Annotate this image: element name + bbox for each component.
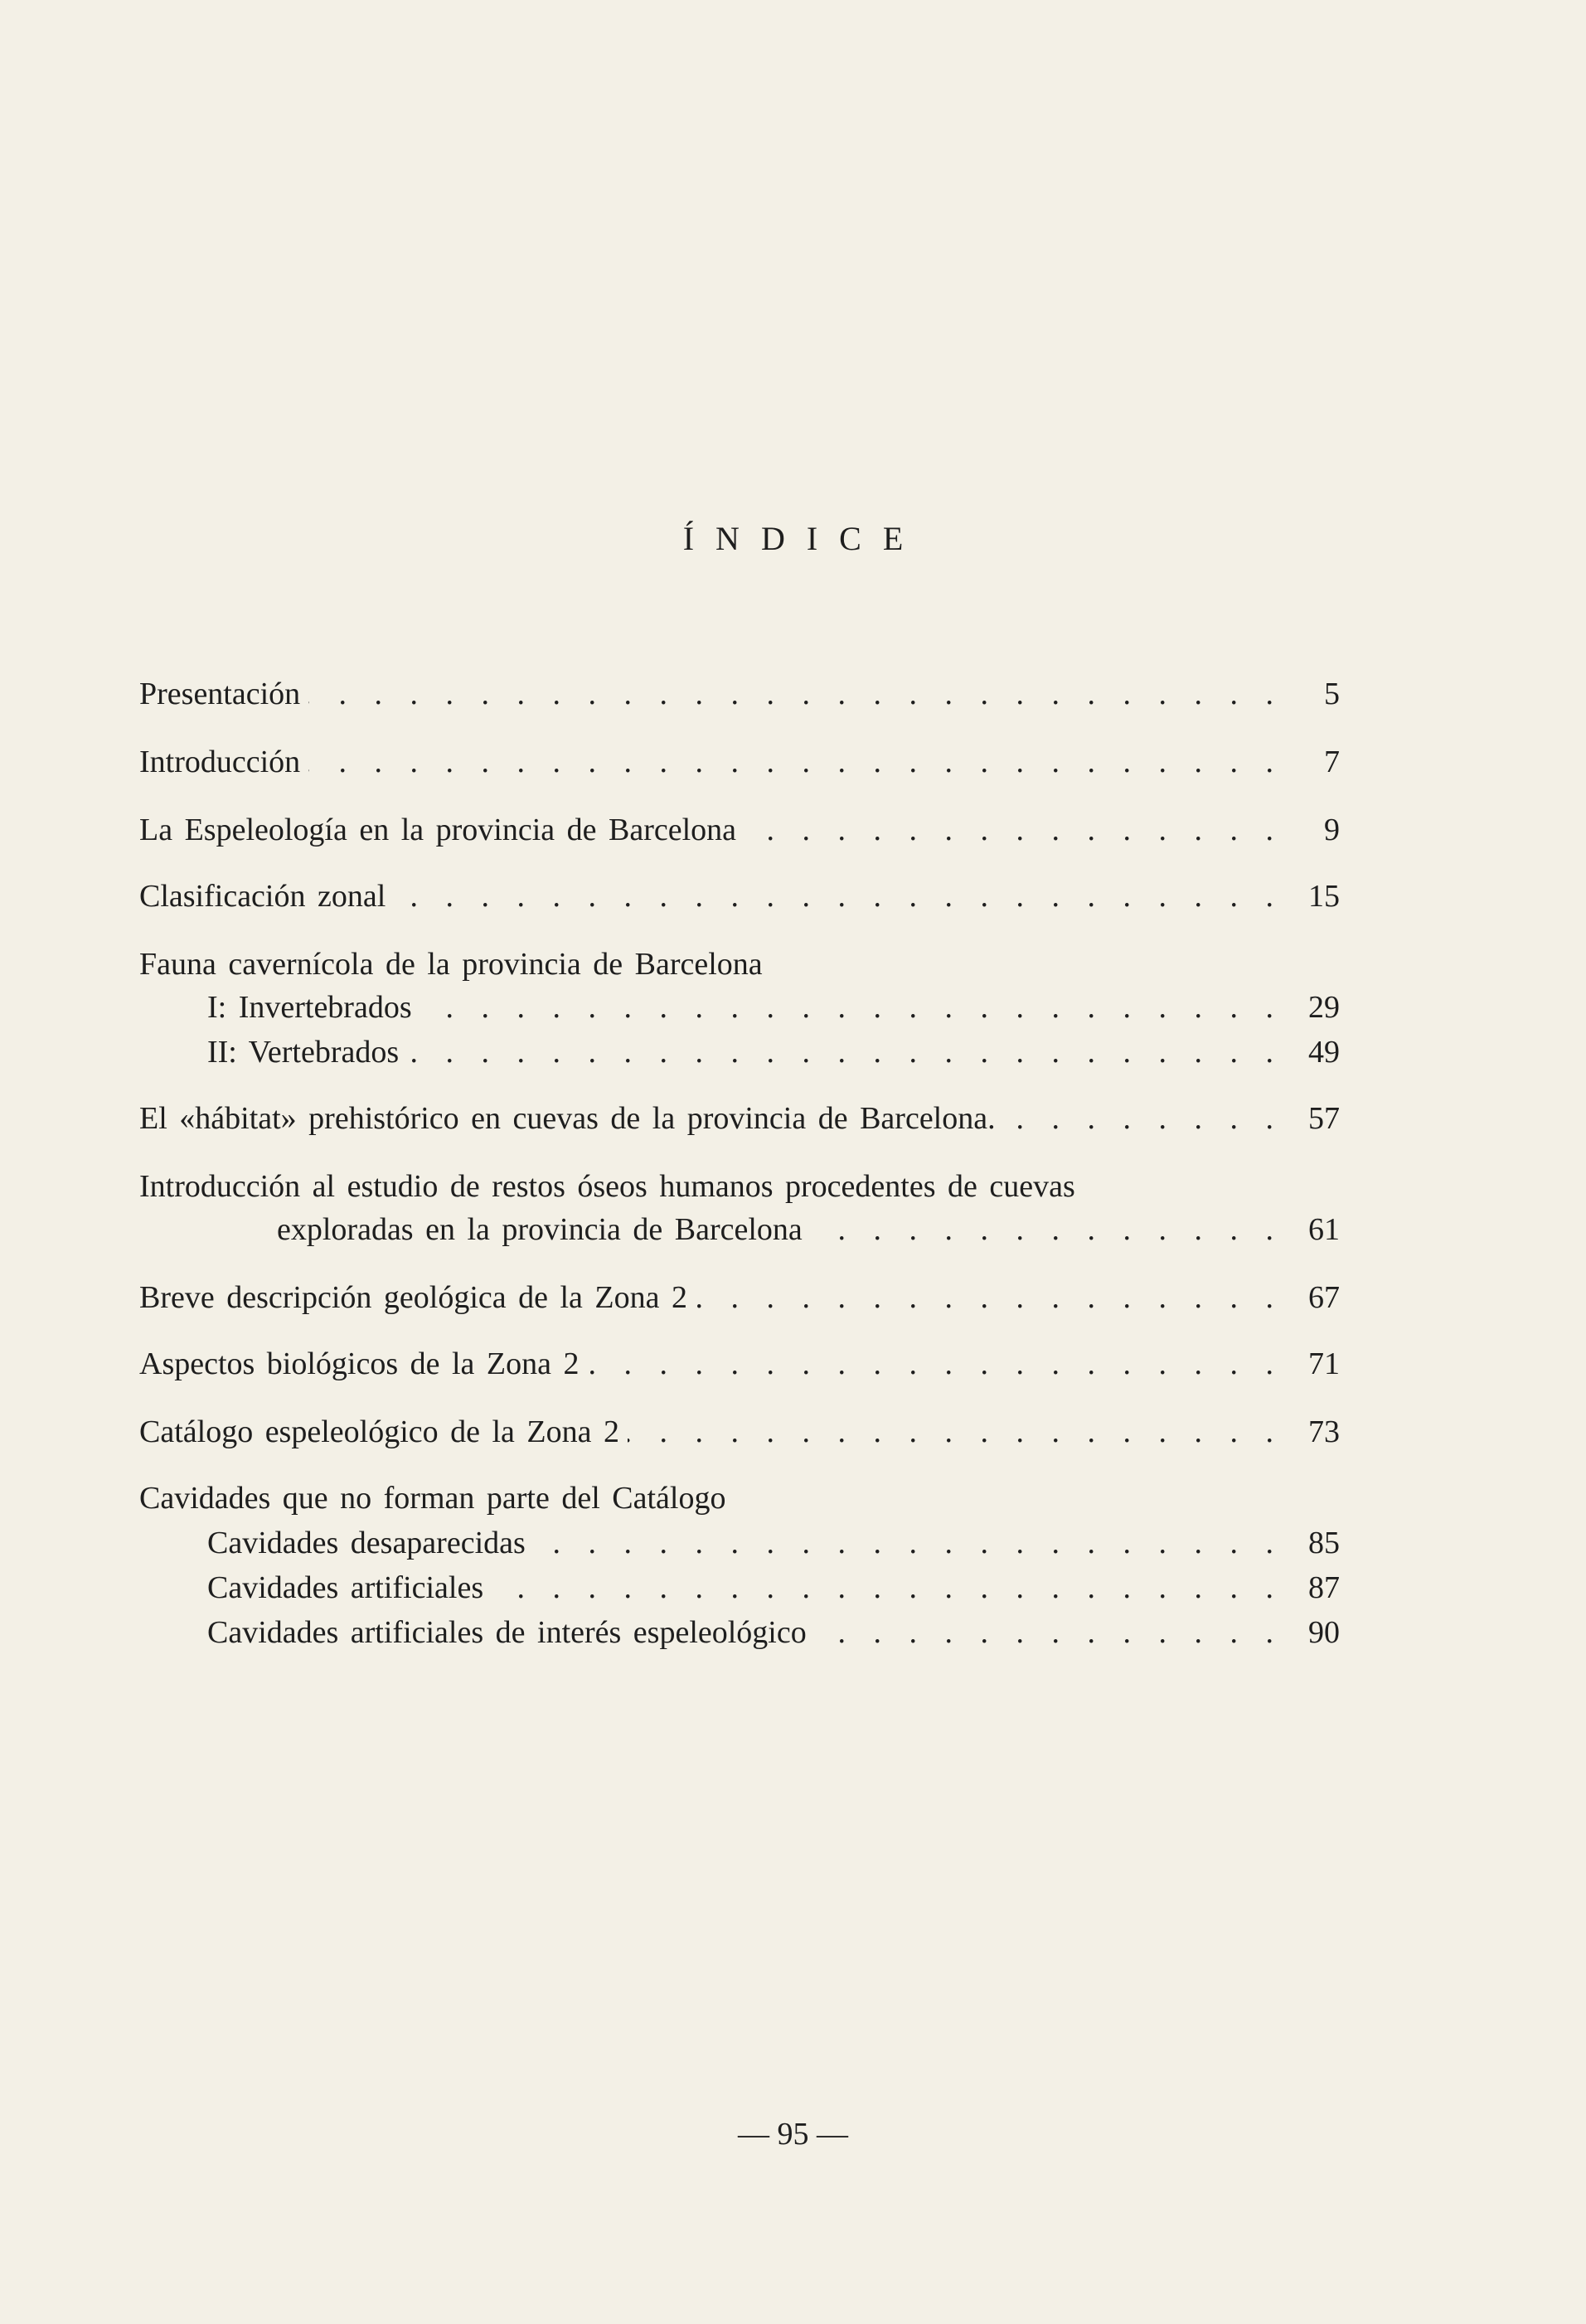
toc-entry-label: Breve descripción geológica de la Zona 2 xyxy=(139,1280,687,1315)
dot-leader xyxy=(492,1565,1273,1610)
toc-entry-label: Cavidades artificiales xyxy=(207,1570,484,1605)
toc-entry xyxy=(139,672,1340,716)
toc-entry xyxy=(139,1275,1340,1320)
toc-entry xyxy=(139,874,1340,919)
toc-entry xyxy=(139,1096,1340,1141)
dot-leader xyxy=(308,672,1273,716)
page-number: — 95 — xyxy=(738,2117,848,2152)
toc-entry-page: 9 xyxy=(1324,813,1340,847)
toc-entry-label: Aspectos biológicos de la Zona 2 xyxy=(139,1346,580,1381)
toc-entry-page: 15 xyxy=(1308,879,1340,914)
toc-entry-page: 67 xyxy=(1308,1280,1340,1315)
dot-leader xyxy=(534,1521,1273,1565)
toc-section-heading xyxy=(139,1476,1340,1521)
dot-leader xyxy=(308,740,1273,784)
dot-leader xyxy=(394,874,1273,919)
toc-entry xyxy=(207,1521,1340,1565)
dot-leader xyxy=(588,1342,1273,1386)
dot-leader xyxy=(744,808,1273,852)
toc-entry-label: Cavidades desaparecidas xyxy=(207,1526,526,1560)
toc-entry xyxy=(139,1409,1340,1454)
toc-entry-label: La Espeleología en la provincia de Barcelona xyxy=(139,813,737,847)
dot-leader xyxy=(811,1207,1273,1252)
toc-entry-label: I: Invertebrados xyxy=(207,990,412,1025)
dot-leader xyxy=(628,1409,1273,1454)
toc-entry-line xyxy=(139,1164,1340,1209)
toc-entry xyxy=(207,1030,1340,1075)
dot-leader xyxy=(815,1610,1273,1655)
toc-entry-page: 5 xyxy=(1324,677,1340,711)
toc-entry-label: Introducción xyxy=(139,745,301,779)
toc-entry-page: 73 xyxy=(1308,1414,1340,1449)
toc-entry-label: Clasificación zonal xyxy=(139,879,386,914)
toc-entry-label: exploradas en la provincia de Barcelona xyxy=(277,1212,803,1247)
toc-entry-page: 85 xyxy=(1308,1526,1340,1560)
dot-leader xyxy=(696,1275,1273,1320)
toc-section-heading xyxy=(139,942,1340,987)
dot-leader xyxy=(407,1030,1273,1075)
toc-entry-label: Cavidades que no forman parte del Catálogo xyxy=(139,1481,726,1516)
toc-entry-label: Presentación xyxy=(139,677,301,711)
toc-entry xyxy=(207,1610,1340,1655)
toc-entry-label: Cavidades artificiales de interés espeleológico xyxy=(207,1615,807,1650)
toc-entry-label: Catálogo espeleológico de la Zona 2 xyxy=(139,1414,619,1449)
toc-entry-label: Fauna cavernícola de la provincia de Barcelona xyxy=(139,947,763,982)
page-title: ÍNDICE xyxy=(682,520,925,557)
toc-entry xyxy=(277,1207,1340,1252)
toc-entry xyxy=(139,1342,1340,1386)
toc-entry xyxy=(207,1565,1340,1610)
dot-leader xyxy=(1004,1096,1273,1141)
toc-entry-page: 57 xyxy=(1308,1101,1340,1136)
toc-entry-page: 29 xyxy=(1308,990,1340,1025)
toc-entry-page: 87 xyxy=(1308,1570,1340,1605)
toc-entry xyxy=(207,985,1340,1030)
toc-entry-page: 7 xyxy=(1324,745,1340,779)
toc-entry-label: Introducción al estudio de restos óseos humanos procedentes de cuevas xyxy=(139,1169,1075,1204)
toc-entry xyxy=(139,740,1340,784)
toc-entry-page: 61 xyxy=(1308,1212,1340,1247)
toc-entry-page: 49 xyxy=(1308,1035,1340,1070)
toc-entry-label: El «hábitat» prehistórico en cuevas de la provincia de Barcelona. xyxy=(139,1101,996,1136)
toc-entry-page: 90 xyxy=(1308,1615,1340,1650)
toc-entry-page: 71 xyxy=(1308,1346,1340,1381)
dot-leader xyxy=(420,985,1273,1030)
toc-entry xyxy=(139,808,1340,852)
toc-entry-label: II: Vertebrados xyxy=(207,1035,400,1070)
